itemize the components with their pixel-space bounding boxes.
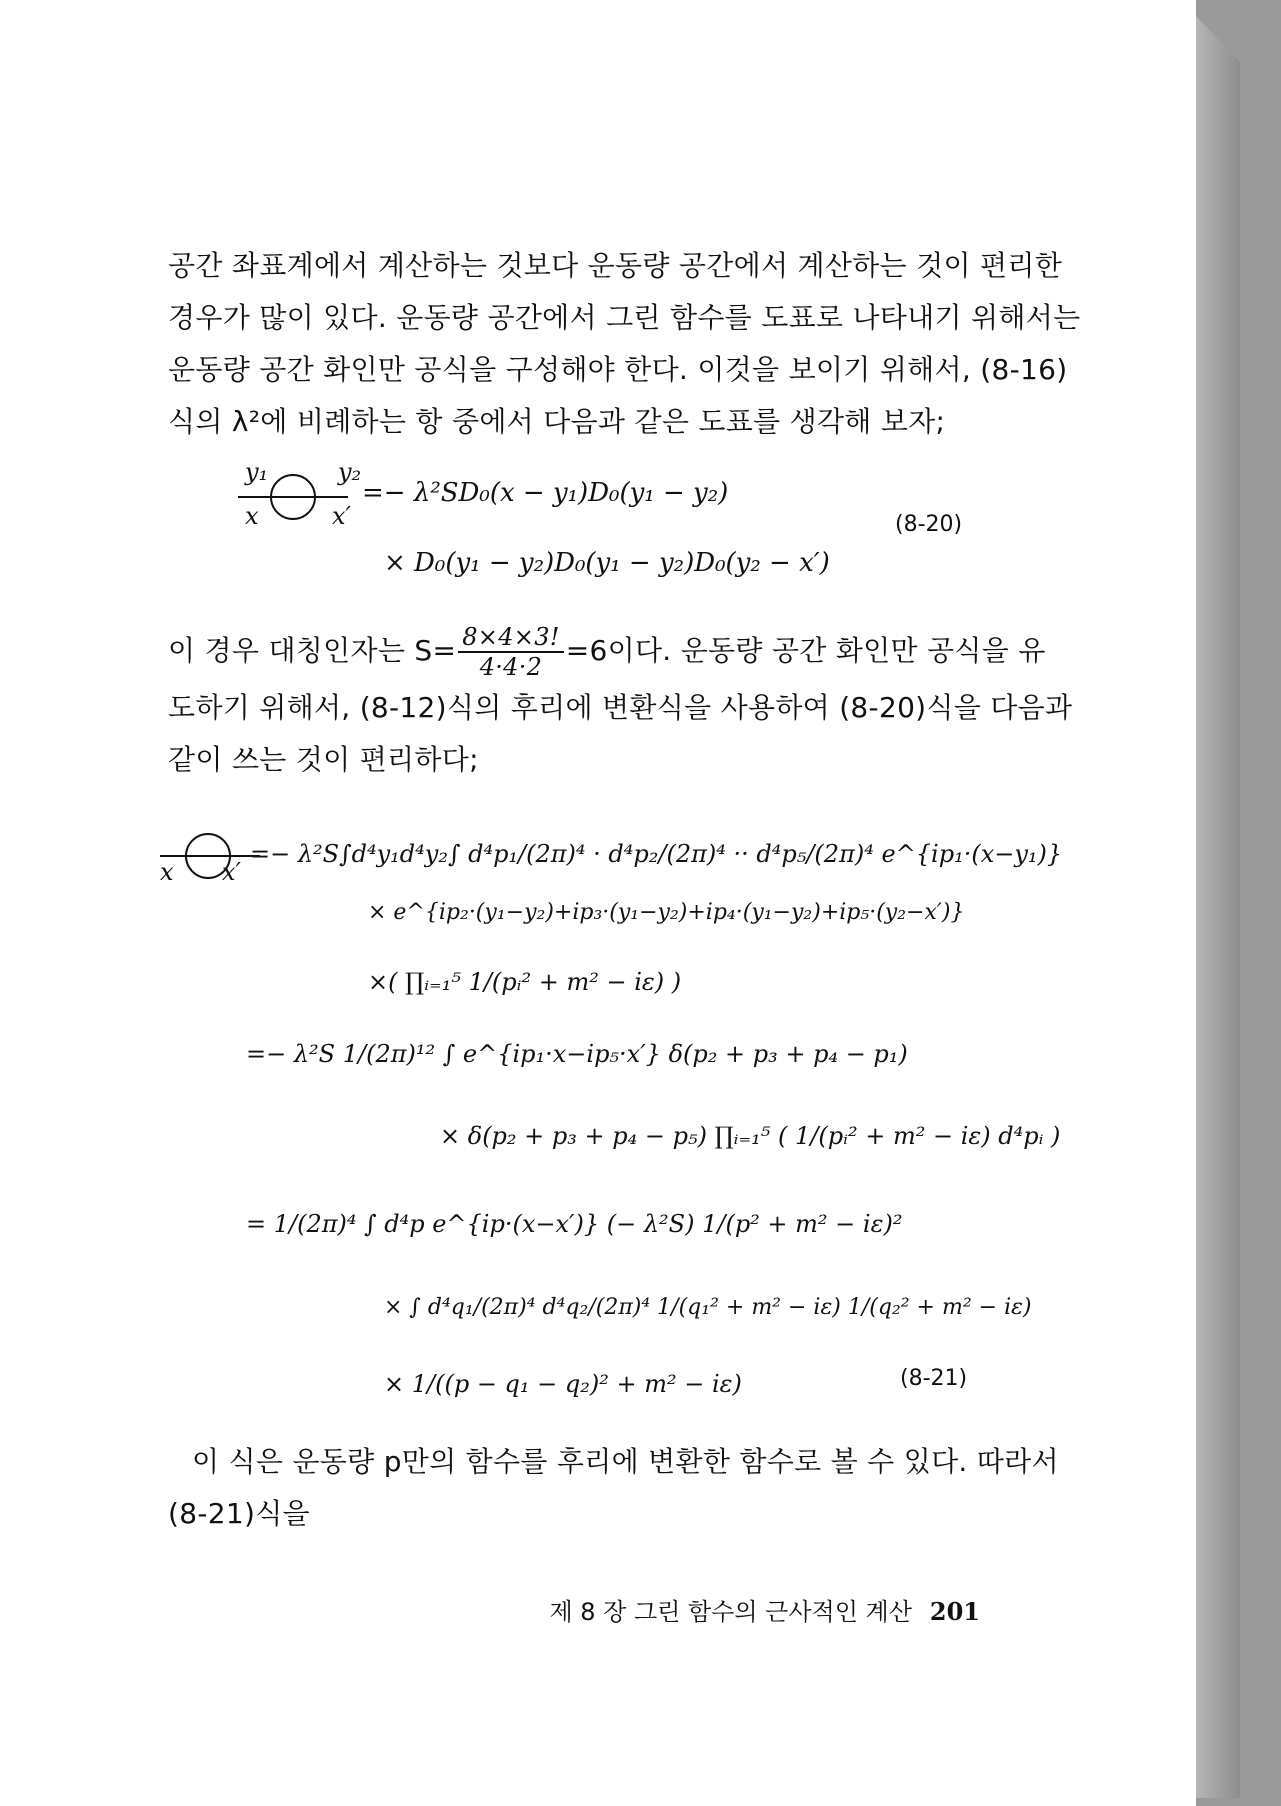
chapter-title: 제 8 장 그린 함수의 근사적인 계산 bbox=[549, 1598, 912, 1626]
page-number: 201 bbox=[929, 1597, 980, 1626]
eq21-line7: × ∫ d⁴q₁/(2π)⁴ d⁴q₂/(2π)⁴ 1/(q₁² + m² − iε) 1/(q₂² + m² − iε) bbox=[384, 1295, 1032, 1320]
paragraph-intro bbox=[168, 240, 1081, 448]
text-line: (8-21)식을 bbox=[168, 1497, 310, 1530]
fraction-denominator: 4·4·2 bbox=[479, 653, 543, 681]
paragraph-symmetry-factor bbox=[168, 620, 1073, 786]
running-footer bbox=[540, 1592, 980, 1627]
text-line: 경우가 많이 있다. 운동량 공간에서 그린 함수를 도표로 나타내기 위해서는 bbox=[168, 301, 1081, 334]
text-line: 같이 쓰는 것이 편리하다; bbox=[168, 743, 479, 776]
label-x-prime: x′ bbox=[332, 502, 351, 530]
text-fragment: 이 경우 대칭인자는 S= bbox=[168, 634, 457, 667]
fraction-numerator: 8×4×3! bbox=[458, 623, 563, 653]
eq21-line6: = 1/(2π)⁴ ∫ d⁴p e^{ip·(x−x′)} (− λ²S) 1/(p² + m² − iε)² bbox=[246, 1210, 903, 1238]
label-y1: y₁ bbox=[245, 458, 269, 486]
eq21-line2: × e^{ip₂·(y₁−y₂)+ip₃·(y₁−y₂)+ip₄·(y₁−y₂)+ip₅·(y₂−x′)} bbox=[368, 900, 965, 925]
feynman-diagram-8-21 bbox=[160, 820, 260, 890]
eq21-line5: × δ(p₂ + p₃ + p₄ − p₅) ∏ᵢ₌₁⁵ ( 1/(pᵢ² + m² − iε) d⁴pᵢ ) bbox=[440, 1122, 1061, 1150]
equation-number-8-21: (8-21) bbox=[900, 1366, 968, 1391]
text-line bbox=[168, 620, 1046, 682]
text-line: 도하기 위해서, (8-12)식의 후리에 변환식을 사용하여 (8-20)식을 다음과 bbox=[168, 691, 1073, 724]
eq21-line1: =− λ²S∫d⁴y₁d⁴y₂∫ d⁴p₁/(2π)⁴ · d⁴p₂/(2π)⁴ ·· d⁴p₅/(2π)⁴ e^{ip₁·(x−y₁)} bbox=[250, 840, 1063, 868]
eq20-line1: =− λ²SD₀(x − y₁)D₀(y₁ − y₂) bbox=[362, 478, 729, 508]
label-x-prime: x′ bbox=[222, 858, 241, 886]
label-x: x bbox=[160, 858, 174, 886]
eq21-line4: =− λ²S 1/(2π)¹² ∫ e^{ip₁·x−ip₅·x′} δ(p₂ + p₃ + p₄ − p₁) bbox=[246, 1040, 908, 1068]
equation-number-8-20: (8-20) bbox=[895, 512, 963, 537]
text-line: 식의 λ²에 비례하는 항 중에서 다음과 같은 도표를 생각해 보자; bbox=[168, 405, 946, 438]
text-line: 공간 좌표계에서 계산하는 것보다 운동량 공간에서 계산하는 것이 편리한 bbox=[168, 249, 1063, 282]
label-y2: y₂ bbox=[338, 458, 362, 486]
paragraph-conclusion bbox=[168, 1436, 1059, 1540]
eq21-line8: × 1/((p − q₁ − q₂)² + m² − iε) bbox=[384, 1370, 742, 1398]
eq21-line3: ×( ∏ᵢ₌₁⁵ 1/(pᵢ² + m² − iε) ) bbox=[368, 968, 682, 996]
text-line: 운동량 공간 화인만 공식을 구성해야 한다. 이것을 보이기 위해서, (8-16) bbox=[168, 353, 1068, 386]
text-fragment: =6이다. 운동량 공간 화인만 공식을 유 bbox=[565, 634, 1046, 667]
label-x: x bbox=[245, 502, 259, 530]
text-line: 이 식은 운동량 p만의 함수를 후리에 변환한 함수로 볼 수 있다. 따라서 bbox=[192, 1445, 1059, 1478]
symmetry-fraction bbox=[458, 623, 563, 681]
eq20-line2: × D₀(y₁ − y₂)D₀(y₁ − y₂)D₀(y₂ − x′) bbox=[384, 548, 830, 578]
